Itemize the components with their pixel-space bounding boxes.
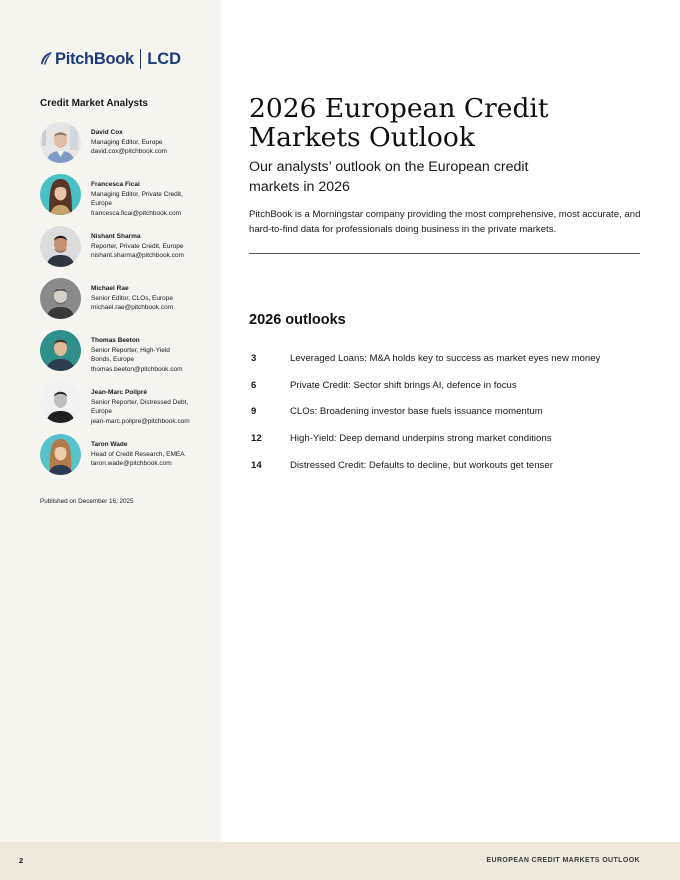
footer-page-number: 2: [19, 856, 24, 865]
analyst-email[interactable]: jean-marc.poilpre@pitchbook.com: [91, 417, 190, 425]
divider: [249, 253, 640, 254]
toc-item[interactable]: [249, 406, 649, 417]
analyst-email[interactable]: david.cox@pitchbook.com: [91, 148, 167, 155]
analyst-email[interactable]: nishant.sharma@pitchbook.com: [91, 252, 184, 259]
analyst-title: Europe: [91, 408, 112, 415]
avatar: [40, 434, 81, 475]
toc-page-number: 6: [251, 380, 257, 391]
analyst-title: Reporter, Private Credit, Europe: [91, 242, 184, 250]
analyst-title: Senior Reporter, High-Yield: [91, 346, 170, 354]
avatar: [40, 278, 81, 319]
analyst-card: [40, 122, 210, 163]
avatar: [40, 330, 81, 371]
analysts-heading: Credit Market Analysts: [40, 98, 148, 109]
analyst-email[interactable]: michael.rae@pitchbook.com: [91, 304, 174, 311]
analyst-info: [91, 128, 167, 163]
analyst-name: Michael Rae: [91, 285, 129, 292]
toc-title: Distressed Credit: Defaults to decline, but workouts get tenser: [290, 460, 553, 471]
analyst-title: Senior Editor, CLOs, Europe: [91, 294, 174, 302]
avatar: [40, 174, 81, 215]
toc-item[interactable]: [249, 380, 649, 391]
analyst-info: [91, 336, 183, 374]
analyst-info: [91, 284, 173, 319]
avatar: [40, 226, 81, 267]
analyst-name: Jean-Marc Poilpré: [91, 389, 147, 396]
sidebar: [0, 0, 221, 842]
page-subtitle: Our analysts’ outlook on the European credit markets in 2026: [249, 159, 529, 195]
analyst-title: Bonds, Europe: [91, 356, 135, 363]
analyst-card: [40, 226, 210, 267]
analyst-name: Thomas Beeton: [91, 337, 140, 344]
toc-title: Private Credit: Sector shift brings AI, defence in focus: [290, 380, 517, 391]
avatar: [40, 382, 81, 423]
analyst-name: David Cox: [91, 129, 123, 136]
analyst-name: Nishant Sharma: [91, 233, 141, 240]
analyst-card: [40, 330, 210, 374]
analyst-card: [40, 278, 210, 319]
analyst-email[interactable]: francesca.ficai@pitchbook.com: [91, 209, 182, 217]
analyst-title: Managing Editor, Private Credit,: [91, 190, 183, 198]
pitchbook-feather-icon: [40, 52, 53, 66]
analyst-title: Europe: [91, 200, 112, 207]
avatar: [40, 122, 81, 163]
toc-page-number: 12: [251, 433, 262, 444]
toc-title: CLOs: Broadening investor base fuels issuance momentum: [290, 406, 543, 417]
analyst-card: [40, 434, 210, 475]
pitchbook-lcd-logo[interactable]: [40, 48, 181, 70]
page-footer: [0, 842, 680, 880]
analyst-card: [40, 174, 210, 218]
toc-item[interactable]: [249, 460, 649, 471]
analyst-info: [91, 388, 190, 426]
analyst-card: [40, 382, 210, 426]
analyst-email[interactable]: thomas.beeton@pitchbook.com: [91, 365, 183, 373]
analyst-title: Managing Editor, Europe: [91, 138, 163, 146]
logo-product-text: LCD: [147, 49, 182, 68]
toc-item[interactable]: [249, 353, 649, 364]
logo-divider: [140, 49, 141, 69]
toc-item[interactable]: [249, 433, 649, 444]
analyst-title: Head of Credit Research, EMEA: [91, 450, 185, 458]
page-title: 2026 European Credit Markets Outlook: [249, 93, 549, 153]
logo-brand-text: PitchBook: [55, 49, 134, 68]
analyst-title: Senior Reporter, Distressed Debt,: [91, 398, 189, 406]
analyst-email[interactable]: taron.wade@pitchbook.com: [91, 460, 172, 467]
analyst-name: Francesca Ficai: [91, 181, 140, 188]
analyst-name: Taron Wade: [91, 441, 128, 448]
outlooks-heading: 2026 outlooks: [249, 312, 346, 328]
intro-paragraph: PitchBook is a Morningstar company providing the most comprehensive, most accurate, and hard-to-find data for professionals doing business in the private markets.: [249, 209, 641, 235]
toc-page-number: 3: [251, 353, 257, 364]
toc-title: High-Yield: Deep demand underpins strong market conditions: [290, 433, 552, 444]
analyst-info: [91, 180, 183, 218]
toc-page-number: 9: [251, 406, 257, 417]
toc-page-number: 14: [251, 460, 262, 471]
toc-title: Leveraged Loans: M&A holds key to success as market eyes new money: [290, 353, 601, 364]
analyst-info: [91, 232, 184, 267]
analyst-info: [91, 440, 185, 475]
footer-title: EUROPEAN CREDIT MARKETS OUTLOOK: [486, 857, 640, 864]
published-date: Published on December 16, 2025: [40, 498, 134, 505]
